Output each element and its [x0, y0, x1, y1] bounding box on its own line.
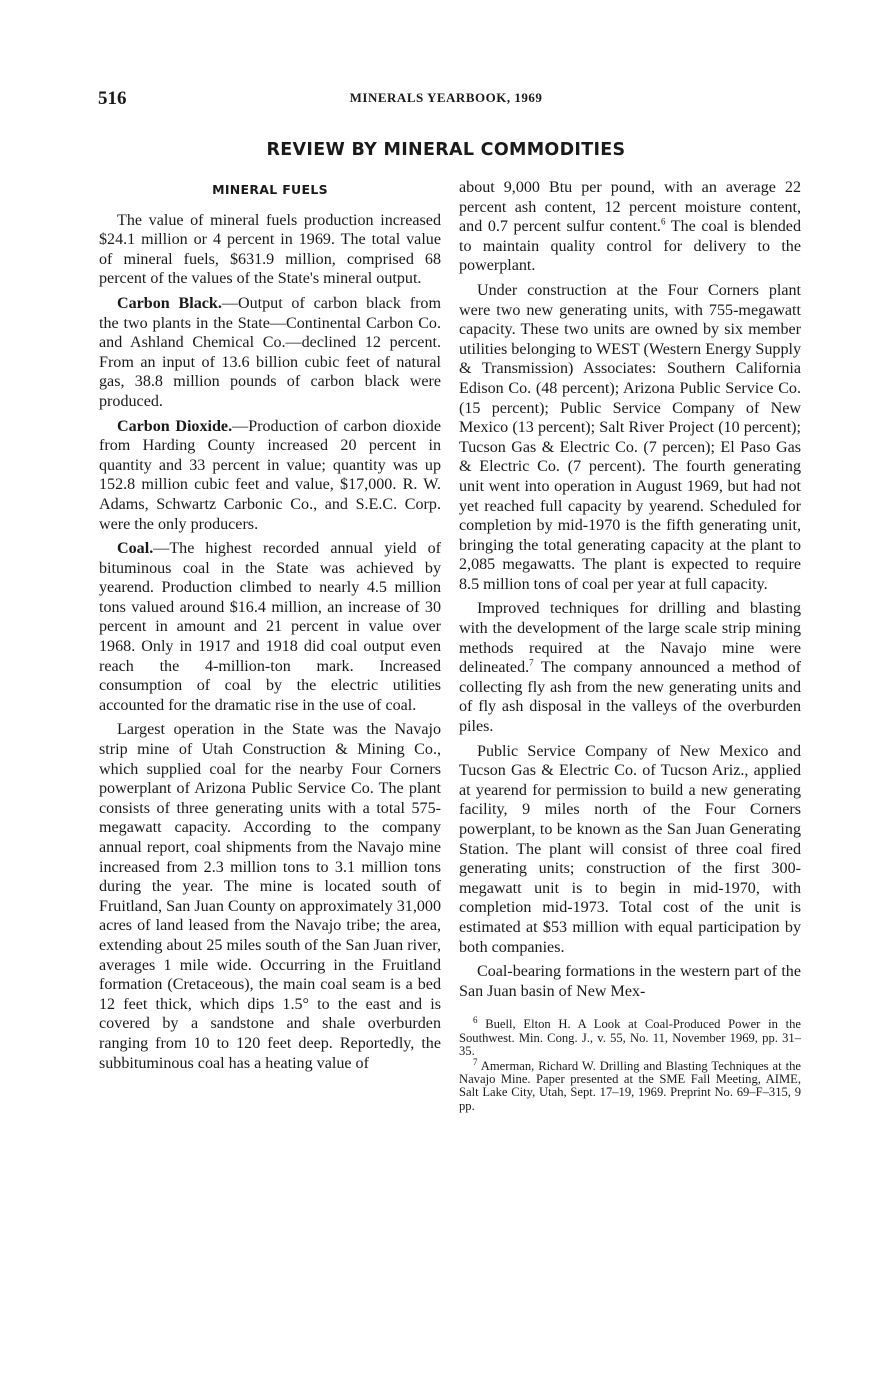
page-number: 516	[98, 88, 127, 109]
paragraph-san-juan-station: Public Service Company of New Mexico and Tucson Gas & Electric Co. of Tucson Ariz., applied at yearend for permission to build a new generating facility, 9 miles north of the Four Corners powerplant, to be known as the San Juan Generating Station. The plant will consist of three coal fired generating units; construction of the first 300-megawatt unit is to begin in mid-1970, with completion mid-1973. Total cost of the unit is estimated at $53 million with equal participation by both companies.	[459, 742, 801, 956]
footnote-text: Buell, Elton H. A Look at Coal-Produced Power in the Southwest. Min. Cong. J., v. 55, No. 11, November 1969, pp. 31–35.	[459, 1017, 801, 1058]
run-in-heading-coal: Coal.	[117, 540, 154, 558]
left-column	[99, 178, 441, 1078]
paragraph-four-corners-construction: Under construction at the Four Corners plant were two new generating units, with 755-megawatt capacity. These two units are owned by six member utilities belonging to WEST (Western Energy Supply & Transmission) Associates: Southern California Edison Co. (48 percent); Arizona Public Service Co. (15 percent); Public Service Company of New Mexico (13 percent); Salt River Project (10 percent); Tucson Gas & Electric Co. (7 percen); El Paso Gas & Electric Co. (7 percent). The fourth generating unit went into operation in August 1969, but had not yet reached full capacity by yearend. Scheduled for completion by mid-1970 is the fifth generating unit, bringing the total generating capacity at the plant to 2,085 megawatts. The plant is expected to require 8.5 million tons of coal per year at full capacity.	[459, 281, 802, 593]
paragraph-mineral-fuels-intro: The value of mineral fuels production increased $24.1 million or 4 percent in 1969. The total value of mineral fuels, $631.9 million, comprised 68 percent of the values of the State's mineral output.	[99, 211, 441, 288]
paragraph-text: Improved techniques for drilling and blasting with the development of the large scale strip mining methods required at the Navajo mine were delineated.	[459, 600, 801, 677]
running-head: MINERALS YEARBOOK, 1969	[349, 90, 543, 105]
paragraph-coal-continued	[459, 178, 801, 276]
footnote-mark: 7	[473, 1056, 478, 1067]
footnote-7	[459, 1056, 801, 1113]
paragraph-coal	[99, 539, 441, 715]
section-heading: MINERAL FUELS	[212, 182, 328, 197]
paragraph-coal-bearing-formations: Coal-bearing formations in the western part of the San Juan basin of New Mex-	[459, 963, 801, 1000]
run-in-heading-carbon-dioxide: Carbon Dioxide.	[117, 417, 233, 435]
page-header	[96, 88, 796, 114]
paragraph-text: The coal is blended to maintain quality control for delivery to the powerplant.	[459, 218, 801, 275]
paragraph-text: The company announced a method of collecting fly ash from the new generating units and of fly ash disposal in the valleys of the overburden piles.	[459, 659, 801, 736]
footnote-reference-6[interactable]: 6	[660, 216, 666, 227]
footnote-text: Amerman, Richard W. Drilling and Blasting Techniques at the Navajo Mine. Paper presented at the SME Fall Meeting, AIME, Salt Lake City, Utah, Sept. 17–19, 1969. Preprint No. 69–F–315, 9 pp.	[459, 1058, 801, 1113]
paragraph-text: —Production of carbon dioxide from Harding County increased 20 percent in quantity and 33 percent in value; quantity was up 152.8 million cubic feet and value, $17,000. R. W. Adams, Schwartz Carbonic Co., and S.E.C. Corp. were the only producers.	[99, 417, 441, 533]
paragraph-text: —Output of carbon black from the two plants in the State—Continental Carbon Co. and Ashland Chemical Co.—declined 12 percent. From an input of 13.6 billion cubic feet of natural gas, 38.8 million pounds of carbon black were produced.	[99, 294, 441, 410]
paragraph-text: —The highest recorded annual yield of bituminous coal in the State was achieved by yearend. Production climbed to nearly 4.5 million tons valued around $16.4 million, an increase of 30 percent in amount and 21 percent in value over 1968. Only in 1917 and 1918 did coal output even reach the 4-million-ton mark. Increased consumption of coal by the electric utilities accounted for the dramatic rise in the use of coal.	[99, 540, 441, 714]
footnote-6	[459, 1015, 801, 1058]
paragraph-carbon-black	[99, 294, 441, 412]
paragraph-text: about 9,000 Btu per pound, with an average 22 percent ash content, 12 percent moisture content, and 0.7 percent sulfur content.	[459, 179, 801, 236]
footnotes	[459, 1015, 801, 1113]
footnote-mark: 6	[473, 1015, 478, 1026]
right-column	[459, 178, 801, 1115]
page-title: REVIEW BY MINERAL COMMODITIES	[266, 140, 626, 160]
paragraph-navajo-mine: Largest operation in the State was the Navajo strip mine of Utah Construction & Mining Co., which supplied coal for the nearby Four Corners powerplant of Arizona Public Service Co. The plant consists of three generating units with a total 575-megawatt capacity. According to the company annual report, coal shipments from the Navajo mine increased from 2.3 million tons to 3.1 million tons during the year. The mine is located south of Fruitland, San Juan County on approximately 31,000 acres of land leased from the Navajo tribe; the area, extending about 25 miles south of the San Juan river, averages 1 mile wide. Occurring in the Fruitland formation (Cretaceous), the main coal seam is a bed 12 feet thick, which dips 1.5° to the east and is covered by a sandstone and shale overburden ranging from 10 to 120 feet deep. Reportedly, the subbituminous coal has a heating value of	[99, 721, 441, 1072]
paragraph-drilling-blasting	[459, 599, 801, 736]
paragraph-carbon-dioxide	[99, 417, 441, 535]
run-in-heading-carbon-black: Carbon Black.	[117, 294, 222, 312]
footnote-reference-7[interactable]: 7	[529, 657, 534, 668]
